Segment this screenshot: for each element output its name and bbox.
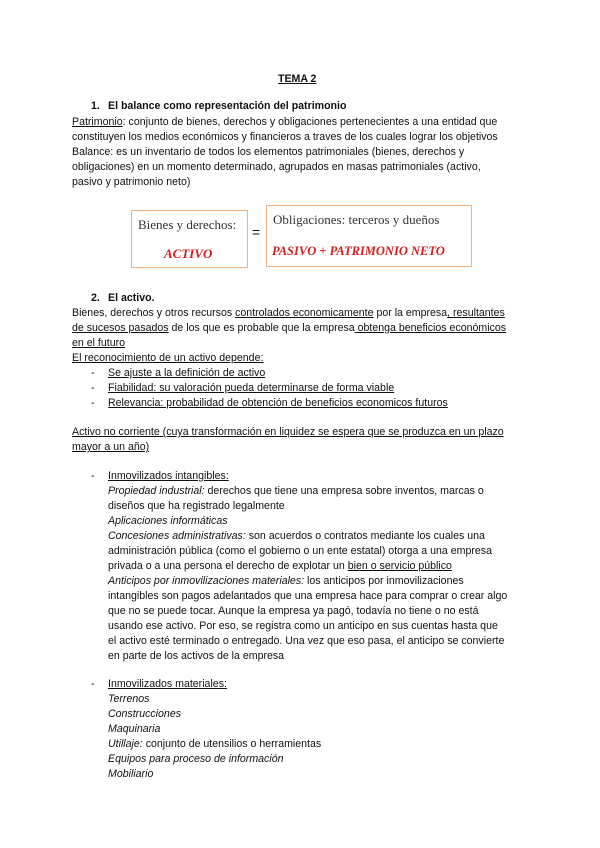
materiales-terrenos: Terrenos (108, 693, 150, 705)
list-bullet: - (91, 470, 95, 482)
list-bullet: - (91, 382, 95, 394)
section-2-heading: El activo. (108, 292, 155, 304)
concesiones-line-3 (108, 560, 452, 573)
propiedad-industrial-text: derechos que tiene una empresa sobre inventos, marcas o (204, 485, 484, 497)
activo-def-text-f: de los que es probable que la empresa (168, 322, 355, 334)
activo-definition-line-2 (72, 322, 506, 335)
activo-box (131, 210, 248, 268)
activo-no-corriente-line-1: Activo no corriente (cuya transformación en liquidez se espera que se produzca en un plazo (72, 426, 504, 438)
patrimonio-definition-line-2: constituyen los medios económicos y financieros a traves de los cuales lograr los objetivos (72, 131, 498, 143)
list-item: Fiabilidad: su valoración pueda determinarse de forma viable (108, 382, 395, 394)
activo-box-value: ACTIVO (164, 246, 213, 261)
list-item: Relevancia: probabilidad de obtención de beneficios economicos futuros (108, 397, 448, 409)
concesiones-underlined-3b: bien o servicio público (347, 560, 452, 572)
aplicaciones-informaticas: Aplicaciones informáticas (108, 515, 228, 527)
page-title: TEMA 2 (278, 73, 317, 85)
pasivo-box-value: PASIVO + PATRIMONIO NETO (272, 244, 445, 258)
materiales-construcciones: Construcciones (108, 708, 182, 720)
anticipos-line-5: el activo esté terminado o entregado. Una vez que eso pasa, el anticipo se convierte (108, 635, 505, 647)
propiedad-industrial-term: Propiedad industrial: (108, 485, 205, 497)
materiales-equipos: Equipos para proceso de información (108, 753, 284, 765)
equals-sign: = (252, 224, 261, 240)
patrimonio-term: Patrimonio (72, 116, 123, 128)
patrimonio-definition-line-1 (72, 116, 497, 129)
balance-definition-line-1: Balance: es un inventario de todos los elementos patrimoniales (bienes, derechos y (72, 146, 465, 158)
intangibles-heading: Inmovilizados intangibles: (108, 470, 229, 482)
materiales-maquinaria: Maquinaria (108, 723, 161, 735)
activo-def-text-a: Bienes, derechos y otros recursos (72, 307, 236, 319)
list-item: Se ajuste a la definición de activo (108, 367, 266, 379)
anticipos-line-6: en parte de los activos de la empresa (108, 650, 285, 662)
materiales-utillaje (108, 738, 321, 751)
concesiones-line-1 (108, 530, 485, 543)
anticipos-line-2: intangibles son pagos adelantados que una empresa hace para comprar o crear algo (108, 590, 508, 602)
anticipos-line-4: usando ese activo. Por eso, se registra como un anticipo en sus cuentas hasta que (108, 620, 498, 632)
anticipos-line-1 (108, 575, 464, 588)
section-1-heading: El balance como representación del patrimonio (108, 100, 347, 112)
concesiones-line-2: administración pública (como el gobierno o un ente estatal) otorga a una empresa (108, 545, 492, 557)
activo-def-underlined-b: controlados economicamente (235, 307, 374, 319)
activo-definition-line-3: en el futuro (72, 337, 126, 349)
concesiones-text: son acuerdos o contratos mediante los cuales una (245, 530, 485, 542)
anticipos-term: Anticipos por inmovilizaciones materiales: (108, 575, 305, 587)
concesiones-text-3a: privada o a una persona el derecho de explotar un (108, 560, 348, 572)
activo-def-underlined-d: , resultantes (447, 307, 505, 319)
materiales-mobiliario: Mobiliario (108, 768, 154, 780)
balance-definition-line-3: pasivo y patrimonio neto) (72, 176, 191, 188)
section-2-number: 2. (91, 292, 100, 304)
concesiones-term: Concesiones administrativas: (108, 530, 246, 542)
propiedad-industrial-line-1 (108, 485, 484, 498)
activo-box-label: Bienes y derechos: (138, 217, 237, 232)
utillaje-text: conjunto de utensilios o herramientas (142, 738, 322, 750)
anticipos-line-3: que no se puede tocar. Aunque la empresa ya pagó, todavía no tiene o no está (108, 605, 479, 617)
list-bullet: - (91, 367, 95, 379)
reconocimiento-heading: El reconocimiento de un activo depende: (72, 352, 264, 364)
pasivo-box (266, 205, 472, 267)
materiales-heading: Inmovilizados materiales: (108, 678, 227, 690)
anticipos-text: los anticipos por inmovilizaciones (304, 575, 464, 587)
pasivo-box-label: Obligaciones: terceros y dueños (273, 212, 440, 227)
activo-definition-line-1 (72, 307, 505, 320)
propiedad-industrial-line-2: diseños que ha registrado legalmente (108, 500, 285, 512)
activo-def-underlined-g: obtenga beneficios económicos (354, 322, 507, 334)
balance-definition-line-2: obligaciones) en un momento determinado, agrupados en masas patrimoniales (activo, (72, 161, 481, 173)
activo-def-text-c: por la empresa (373, 307, 448, 319)
section-1-number: 1. (91, 100, 100, 112)
activo-no-corriente-line-2: mayor a un año) (72, 441, 150, 453)
list-bullet: - (91, 678, 95, 690)
list-bullet: - (91, 397, 95, 409)
patrimonio-text: : conjunto de bienes, derechos y obligaciones pertenecientes a una entidad que (122, 116, 498, 128)
utillaje-term: Utillaje: (108, 738, 143, 750)
activo-def-underlined-e: de sucesos pasados (72, 322, 169, 334)
